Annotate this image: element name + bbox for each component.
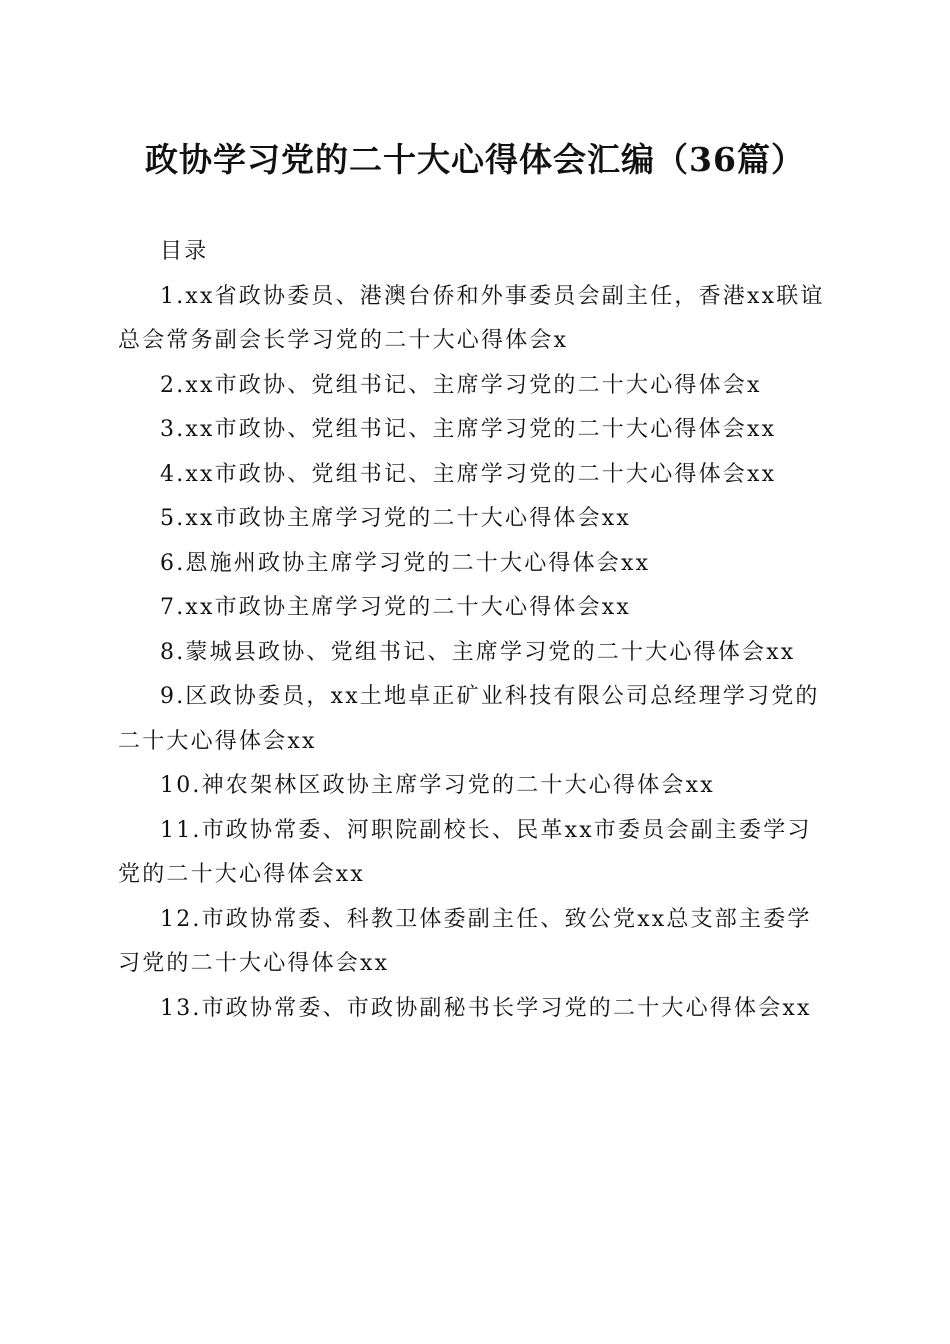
table-of-contents xyxy=(118,230,830,1031)
toc-item-13: 13.市政协常委、市政协副秘书长学习党的二十大心得体会xx xyxy=(160,995,812,1021)
toc-item-11: 11.市政协常委、河职院副校长、民革xx市委员会副主委学习党的二十大心得体会xx xyxy=(118,817,812,887)
toc-item-9: 9.区政协委员，xx土地卓正矿业科技有限公司总经理学习党的二十大心得体会xx xyxy=(118,684,820,754)
toc-item-1: 1.xx省政协委员、港澳台侨和外事委员会副主任，香港xx联谊总会常务副会长学习党的二十大心得体会x xyxy=(118,283,825,353)
toc-item-4: 4.xx市政协、党组书记、主席学习党的二十大心得体会xx xyxy=(160,461,777,487)
toc-item-6: 6.恩施州政协主席学习党的二十大心得体会xx xyxy=(160,550,651,576)
document-title: 政协学习党的二十大心得体会汇编（36篇） xyxy=(145,140,805,179)
toc-item-12: 12.市政协常委、科教卫体委副主任、致公党xx总支部主委学习党的二十大心得体会xx xyxy=(118,906,812,976)
toc-item-3: 3.xx市政协、党组书记、主席学习党的二十大心得体会xx xyxy=(160,417,777,442)
toc-item-10: 10.神农架林区政协主席学习党的二十大心得体会xx xyxy=(160,773,715,798)
toc-item-7: 7.xx市政协主席学习党的二十大心得体会xx xyxy=(160,595,632,620)
toc-item-2: 2.xx市政协、党组书记、主席学习党的二十大心得体会x xyxy=(160,372,762,398)
toc-heading: 目录 xyxy=(160,239,209,264)
toc-item-5: 5.xx市政协主席学习党的二十大心得体会xx xyxy=(160,506,632,531)
toc-item-8: 8.蒙城县政协、党组书记、主席学习党的二十大心得体会xx xyxy=(160,639,796,665)
